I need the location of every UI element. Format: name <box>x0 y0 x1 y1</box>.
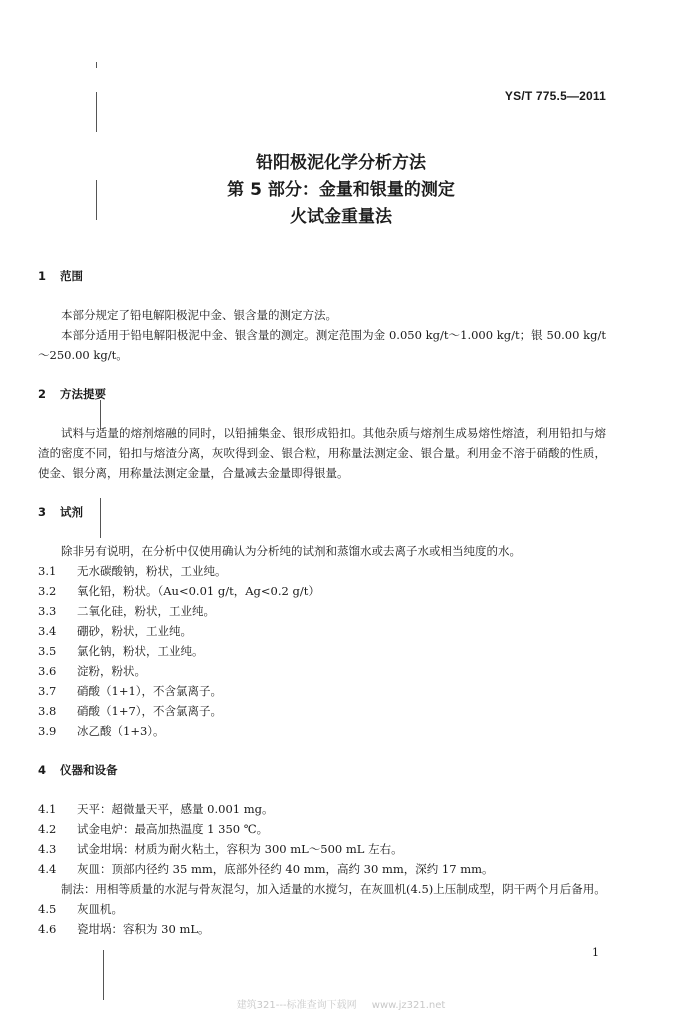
footer-site-url: www.jz321.net <box>371 1000 446 1011</box>
section-heading-reagents <box>38 502 606 522</box>
item-number: 3.7 <box>38 684 57 698</box>
apparatus-list <box>38 899 606 939</box>
item-number: 3.9 <box>38 724 57 738</box>
item-text: 氧化铅，粉状。（Au<0.01 g/t，Ag<0.2 g/t） <box>77 584 320 598</box>
standard-code: YS/T 775.5—2011 <box>504 89 606 103</box>
item-number: 3.5 <box>38 644 57 658</box>
section-number: 2 <box>38 387 47 401</box>
item-text: 冰乙酸（1+3）。 <box>77 724 165 738</box>
item-text: 硝酸（1+1），不含氯离子。 <box>77 684 223 698</box>
item-text: 试金电炉：最高加热温度 1 350 ℃。 <box>77 822 269 836</box>
item-number: 4.4 <box>38 862 57 876</box>
section-title: 试剂 <box>60 505 83 519</box>
watermark-footer <box>0 996 682 1011</box>
list-item <box>38 601 606 621</box>
item-text: 硝酸（1+7），不含氯离子。 <box>77 704 223 718</box>
list-item <box>38 859 606 879</box>
reagent-list <box>38 561 606 741</box>
item-text: 灰皿机。 <box>77 902 123 916</box>
item-number: 3.4 <box>38 624 57 638</box>
list-item <box>38 839 606 859</box>
list-item <box>38 819 606 839</box>
item-text: 试金坩埚：材质为耐火粘土，容积为 300 mL～500 mL 左右。 <box>77 842 403 856</box>
list-item <box>38 899 606 919</box>
list-item <box>38 581 606 601</box>
list-item <box>38 799 606 819</box>
list-item <box>38 561 606 581</box>
item-number: 4.2 <box>38 822 57 836</box>
list-item <box>38 661 606 681</box>
section-heading-scope <box>38 266 606 286</box>
section-number: 1 <box>38 269 47 283</box>
item-text: 淀粉，粉状。 <box>77 664 146 678</box>
document-body <box>38 266 606 939</box>
item-number: 4.5 <box>38 902 57 916</box>
list-item <box>38 681 606 701</box>
item-text: 无水碳酸钠，粉状，工业纯。 <box>77 564 227 578</box>
list-item <box>38 621 606 641</box>
reagents-intro: 除非另有说明，在分析中仅使用确认为分析纯的试剂和蒸馏水或去离子水或相当纯度的水。 <box>61 544 521 558</box>
item-text: 天平：超微量天平，感量 0.001 mg。 <box>77 802 274 816</box>
section-heading-apparatus <box>38 760 606 780</box>
title-line-2: 第 5 部分：金量和银量的测定 <box>227 180 455 200</box>
item-text: 氯化钠，粉状，工业纯。 <box>77 644 204 658</box>
list-item <box>38 701 606 721</box>
section-title: 方法提要 <box>60 387 106 401</box>
item-text: 二氧化硅，粉状，工业纯。 <box>77 604 215 618</box>
document-title <box>0 150 682 231</box>
title-line-3: 火试金重量法 <box>290 207 392 227</box>
apparatus-list <box>38 799 606 879</box>
item-number: 4.6 <box>38 922 57 936</box>
scope-paragraph-1: 本部分规定了铅电解阳极泥中金、银含量的测定方法。 <box>61 308 337 322</box>
section-heading-principle <box>38 384 606 404</box>
footer-site-name: 建筑321---标准查询下载网 <box>236 1000 357 1011</box>
list-item <box>38 641 606 661</box>
item-number: 3.1 <box>38 564 57 578</box>
item-number: 3.3 <box>38 604 57 618</box>
scan-artifact-mark <box>96 62 97 68</box>
item-text: 灰皿：顶部内径约 35 mm，底部外径约 40 mm，高约 30 mm，深约 17 mm。 <box>77 862 494 876</box>
scope-paragraph-2: 本部分适用于铅电解阳极泥中金、银含量的测定。测定范围为金 0.050 kg/t～1.000 kg/t；银 50.00 kg/t～250.00 kg/t。 <box>38 328 606 362</box>
title-line-1: 铅阳极泥化学分析方法 <box>256 153 426 173</box>
item-number: 3.2 <box>38 584 57 598</box>
section-number: 4 <box>38 763 47 777</box>
scan-artifact-mark <box>96 92 97 132</box>
item-number: 3.8 <box>38 704 57 718</box>
section-title: 范围 <box>60 269 83 283</box>
ash-cup-preparation-note: 制法：用相等质量的水泥与骨灰混匀，加入适量的水搅匀，在灰皿机(4.5)上压制成型，阴干两个月后备用。 <box>61 882 606 896</box>
item-number: 3.6 <box>38 664 57 678</box>
list-item <box>38 919 606 939</box>
section-number: 3 <box>38 505 47 519</box>
item-text: 硼砂，粉状，工业纯。 <box>77 624 192 638</box>
item-number: 4.3 <box>38 842 57 856</box>
section-title: 仪器和设备 <box>60 763 118 777</box>
item-number: 4.1 <box>38 802 57 816</box>
item-text: 瓷坩埚：容积为 30 mL。 <box>77 922 210 936</box>
scan-artifact-mark <box>103 950 104 1000</box>
principle-paragraph: 试料与适量的熔剂熔融的同时，以铅捕集金、银形成铅扣。其他杂质与熔剂生成易熔性熔渣，利用铅扣与熔渣的密度不同，铅扣与熔渣分离，灰吹得到金、银合粒，用称量法测定金、银合量。利用金不溶于硝酸的性质，使金、银分离，用称量法测定金量，合量减去金量即得银量。 <box>38 426 606 480</box>
list-item <box>38 721 606 741</box>
page-number: 1 <box>592 946 599 959</box>
